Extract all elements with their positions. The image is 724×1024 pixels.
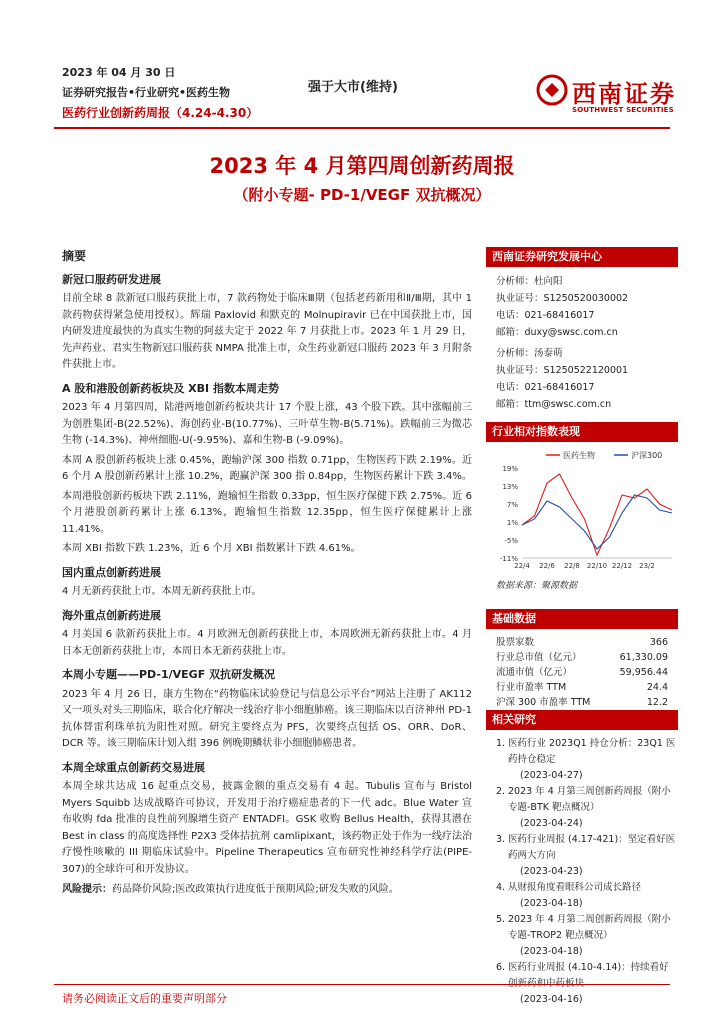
paragraph: 4 月无新药获批上市。本周无新药获批上市。 <box>62 586 262 597</box>
section-market-trend <box>62 381 472 558</box>
legend-label: 沪深300 <box>631 451 663 460</box>
basic-data-title: 基础数据 <box>486 609 678 629</box>
logo-mark-icon <box>536 74 568 106</box>
basic-row <box>486 650 678 665</box>
index-performance-box <box>486 422 678 591</box>
y-tick-label: -5% <box>504 537 518 545</box>
x-tick-label: 22/4 <box>514 562 530 570</box>
header-divider <box>54 127 670 129</box>
section-covid-oral <box>62 272 472 374</box>
logo-text-en: SOUTHWEST SECURITIES <box>572 106 674 114</box>
section-title: 海外重点创新药进展 <box>62 608 161 622</box>
basic-row <box>486 635 678 650</box>
related-text: 医药行业周报 (4.10-4.14)：持续看好 <box>508 962 669 973</box>
related-item[interactable] <box>496 784 678 832</box>
x-tick-label: 22/6 <box>539 562 555 570</box>
analyst-license: 执业证号：S1250522120001 <box>496 365 629 376</box>
paragraph: 2023 年 4 月第四周，陆港两地创新药板块共计 17 个股上涨，43 个股下跌。其中涨幅前三为创胜集团-B(22.52%)、海创药业-B(10.77%)、三叶草生物-B(5.71%)。跌幅前三为微芯生物 (-14.3%)、神州细胞-U(-9.95%)、嘉和生物-B (-9.09%)。 <box>62 402 472 446</box>
related-research-box <box>486 710 678 1008</box>
y-tick-label: 7% <box>506 501 518 509</box>
related-num: 1. <box>496 738 506 749</box>
y-tick-label: 19% <box>502 465 518 473</box>
basic-label: 行业总市值（亿元） <box>496 652 582 663</box>
related-num: 2. <box>496 786 506 797</box>
related-text: 医药行业周报 (4.17-421)：坚定看好医药两大方向 <box>508 834 676 861</box>
section-deals <box>62 760 472 879</box>
analyst-block-2 <box>486 345 678 413</box>
paragraph: 4 月美国 6 款新药获批上市。4 月欧洲无创新药获批上市，本周欧洲无新药获批上市。4 月日本无创新药获批上市，本周日本无新药获批上市。 <box>62 629 472 657</box>
y-tick-label: -11% <box>499 555 518 563</box>
research-center-box <box>486 247 678 413</box>
section-title: 本周小专题——PD-1/VEGF 双抗研发概况 <box>62 668 276 681</box>
related-text: 医药行业 2023Q1 持仓分析：23Q1 医药持仓稳定 <box>508 738 676 765</box>
basic-label: 股票家数 <box>496 637 535 648</box>
analyst-phone: 电话：021-68416017 <box>496 310 595 321</box>
related-text: 2023 年 4 月第二周创新药周报（附小专题-TROP2 靶点概况） <box>508 914 671 941</box>
x-tick-label: 22/8 <box>564 562 580 570</box>
related-research-title: 相关研究 <box>486 710 678 730</box>
related-num: 4. <box>496 882 506 893</box>
analyst-name: 分析师：杜向阳 <box>496 276 563 287</box>
section-title: 本周全球重点创新药交易进展 <box>62 760 205 774</box>
report-category: 证券研究报告•行业研究•医药生物 <box>62 86 231 99</box>
paragraph: 本周 XBI 指数下跌 1.23%，近 6 个月 XBI 指数累计下跌 4.61%。 <box>62 543 361 554</box>
section-domestic <box>62 565 472 601</box>
legend-label: 医药生物 <box>563 451 595 460</box>
chart-source: 数据来源：聚源数据 <box>496 581 578 591</box>
footer-notice: 请务必阅读正文后的重要声明部分 <box>62 992 227 1005</box>
y-tick-label: 1% <box>506 519 518 527</box>
basic-value: 61,330.09 <box>619 652 668 663</box>
basic-label: 行业市盈率 TTM <box>496 682 567 693</box>
related-date: (2023-04-18) <box>520 898 583 909</box>
paragraph: 目前全球 8 款新冠口服药获批上市，7 款药物处于临床Ⅲ期（包括老药新用和Ⅱ/Ⅲ期，其中 1 款药物获得紧急使用授权）。辉瑞 Paxlovid 和默克的 Molnupiravir 已在中国获批上市，国内研发进度最快的为真实生物的阿兹夫定于 2022 年 7 月获批上市。2023 年 1 月 29 日，先声药业、君实生物新冠口服药获 NMPA 批准上市，众生药业新冠口服药 2023 年 3 月附条件获批上市。 <box>62 293 472 370</box>
logo-text-cn: 西南证券 <box>572 79 676 108</box>
basic-value: 12.2 <box>646 697 668 708</box>
related-num: 3. <box>496 834 506 845</box>
paragraph: 本周全球共达成 16 起重点交易，披露金额的重点交易有 4 起。Tubulis 宣布与 Bristol Myers Squibb 达成战略许可协议，开发用于治疗癌症患者的下一代 adc。Blue Water 宣布收购 fda 批准的良性前列腺增生资产 ENTADFI。GSK 收购 Bellus Health，获得其潜在 Best in class 的高度选择性 P2X3 受体拮抗剂 camlipixant，该药物正处于作为一线疗法治疗慢性咳嗽的 III 期临床试验中。Pipeline Therapeutics 宣布研究性神经科学疗法(PIPE-307)的全球许可和开发协议。 <box>62 781 472 875</box>
summary-heading: 摘要 <box>62 249 87 263</box>
related-date: (2023-04-24) <box>520 818 583 829</box>
analyst-name: 分析师：汤泰萌 <box>496 348 563 359</box>
x-tick-label: 23/2 <box>639 562 655 570</box>
footer-divider <box>54 984 670 985</box>
analyst-license: 执业证号：S1250520030002 <box>496 293 629 304</box>
related-date: (2023-04-18) <box>520 946 583 957</box>
section-overseas <box>62 608 472 661</box>
section-title: 国内重点创新药进展 <box>62 565 161 579</box>
analyst-phone: 电话：021-68416017 <box>496 382 595 393</box>
related-item[interactable] <box>496 832 678 880</box>
report-subtitle: （附小专题- PD-1/VEGF 双抗概况） <box>233 186 491 204</box>
company-logo <box>536 72 686 122</box>
related-num: 5. <box>496 914 506 925</box>
research-center-title: 西南证券研究发展中心 <box>486 247 678 267</box>
paragraph: 本周 A 股创新药板块上涨 0.45%，跑输沪深 300 指数 0.71pp，生物医药下跌 2.19%。近 6 个月 A 股创新药累计上涨 10.2%，跑赢沪深 300 指 0.84pp，生物医药累计下跌 3.4%。 <box>62 454 472 482</box>
basic-row <box>486 665 678 680</box>
risk-text: 药品降价风险;医改政策执行进度低于预期风险;研发失败的风险。 <box>112 884 399 895</box>
related-num: 6. <box>496 962 506 973</box>
main-column <box>62 248 472 902</box>
series-line-1 <box>522 474 672 555</box>
related-date: (2023-04-27) <box>520 770 583 781</box>
x-tick-label: 22/12 <box>611 562 633 570</box>
x-tick-label: 22/10 <box>586 562 608 570</box>
related-item[interactable] <box>496 880 678 912</box>
basic-label: 沪深 300 市盈率 TTM <box>496 697 591 708</box>
related-date: (2023-04-16) <box>520 994 583 1005</box>
basic-data-box <box>486 609 678 710</box>
section-title: 新冠口服药研发进展 <box>62 272 161 286</box>
basic-data-table <box>486 635 678 710</box>
paragraph: 2023 年 4 月 26 日，康方生物在“药物临床试验登记与信息公示平台”网站上注册了 AK112 又一项头对头三期临床，联合化疗解决一线治疗非小细胞肺癌。该三期临床以百济神州 PD-1 抗体替雷利珠单抗为阳性对照。研究主要终点为 PFS，次要终点包括 OS、ORR、DoR、DCR 等。该三期临床计划入组 396 例晚期鳞状非小细胞肺癌患者。 <box>62 688 472 749</box>
section-topic <box>62 667 472 753</box>
risk-label: 风险提示： <box>62 884 112 895</box>
basic-label: 流通市值（亿元） <box>496 667 573 678</box>
basic-value: 24.4 <box>646 682 668 693</box>
related-text: 从财报角度看眼科公司成长路径 <box>508 882 642 893</box>
risk-note <box>62 882 472 899</box>
report-title: 2023 年 4 月第四周创新药周报 <box>209 154 515 178</box>
related-item[interactable] <box>496 912 678 960</box>
analyst-block-1 <box>486 273 678 341</box>
section-title: A 股和港股创新药板块及 XBI 指数本周走势 <box>62 381 279 395</box>
basic-value: 59,956.44 <box>619 667 668 678</box>
y-tick-label: 13% <box>502 483 518 491</box>
series-line-2 <box>522 495 672 549</box>
basic-value: 366 <box>649 637 668 648</box>
basic-row <box>486 695 678 710</box>
relative-index-chart <box>486 446 678 576</box>
related-text: 2023 年 4 月第三周创新药周报（附小专题-BTK 靶点概况） <box>508 786 671 813</box>
analyst-email[interactable]: 邮箱：duxy@swsc.com.cn <box>496 327 618 338</box>
paragraph: 本周港股创新药板块下跌 2.11%，跑输恒生指数 0.33pp，恒生医疗保健下跌 2.75%。近 6 个月港股创新药累计上涨 6.13%，跑输恒生指数 12.35pp，恒生医疗保健累计上涨 11.41%。 <box>62 490 472 535</box>
report-series: 医药行业创新药周报（4.24-4.30） <box>62 106 259 120</box>
rating: 强于大市(维持) <box>308 80 398 95</box>
related-research-list <box>486 736 678 1008</box>
related-date: (2023-04-23) <box>520 866 583 877</box>
report-date: 2023 年 04 月 30 日 <box>62 66 176 79</box>
related-item[interactable] <box>496 736 678 784</box>
basic-row <box>486 680 678 695</box>
analyst-email[interactable]: 邮箱：ttm@swsc.com.cn <box>496 399 612 410</box>
index-title: 行业相对指数表现 <box>486 422 678 442</box>
